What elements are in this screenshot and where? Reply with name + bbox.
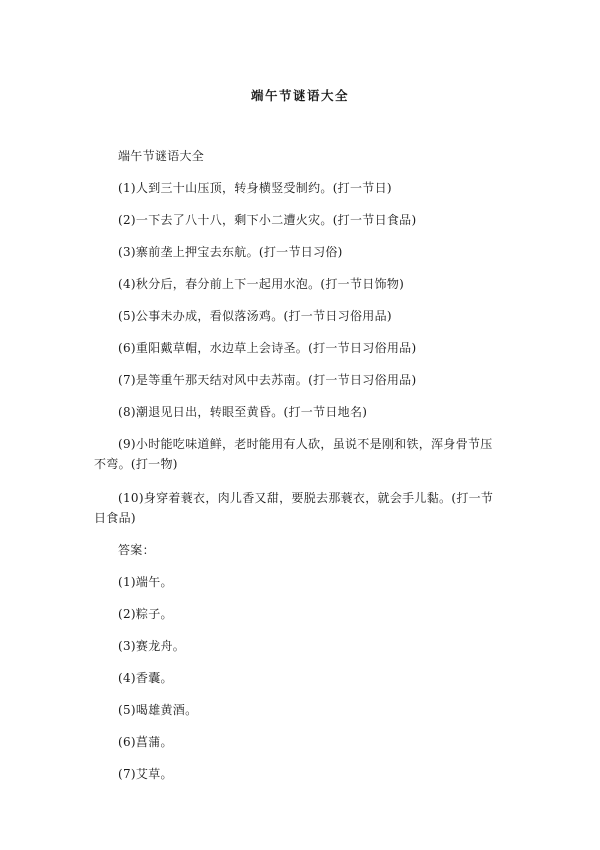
riddle-10: (10)身穿着蓑衣，肉儿香又甜，要脱去那蓑衣，就会手儿黏。(打一节日食品): [94, 491, 494, 525]
answer-4: (4)香囊。: [118, 671, 173, 685]
answer-5: (5)喝雄黄酒。: [118, 703, 198, 717]
riddle-3: (3)寨前垄上押宝去东航。(打一节日习俗): [118, 245, 343, 259]
answer-7: (7)艾草。: [118, 767, 173, 781]
riddle-9: (9)小时能吃味道鲜，老时能用有人砍，虽说不是刚和铁，浑身骨节压不弯。(打一物): [94, 437, 493, 471]
answer-3: (3)赛龙舟。: [118, 639, 186, 653]
answer-6: (6)菖蒲。: [118, 735, 173, 749]
riddle-2: (2)一下去了八十八，剩下小二遭火灾。(打一节日食品): [118, 213, 417, 227]
subtitle: 端午节谜语大全: [118, 149, 205, 163]
riddle-5: (5)公事未办成，看似落汤鸡。(打一节日习俗用品): [118, 309, 392, 323]
riddle-7: (7)是等重午那天结对风中去苏南。(打一节日习俗用品): [118, 373, 417, 387]
riddle-6: (6)重阳戴草帽，水边草上会诗圣。(打一节日习俗用品): [118, 341, 417, 355]
riddle-1: (1)人到三十山压顶，转身横竖受制约。(打一节日): [118, 181, 392, 195]
riddle-8: (8)潮退见日出，转眼至黄昏。(打一节日地名): [118, 405, 368, 419]
page-title: 端午节谜语大全: [250, 88, 349, 103]
answers-heading: 答案：: [118, 543, 155, 557]
answer-2: (2)粽子。: [118, 607, 173, 621]
answer-1: (1)端午。: [118, 575, 173, 589]
riddle-4: (4)秋分后，春分前上下一起用水泡。(打一节日饰物): [118, 277, 405, 291]
